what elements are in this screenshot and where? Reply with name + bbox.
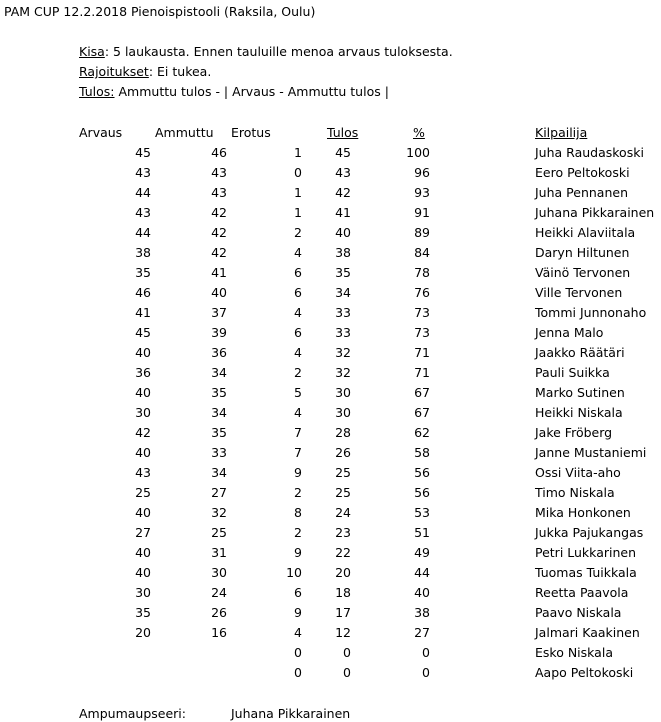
cell-arvaus: 30 — [135, 405, 151, 420]
cell-erotus: 6 — [294, 265, 302, 280]
kisa-label: Kisa — [79, 44, 105, 59]
kisa-text: : 5 laukausta. Ennen tauluille menoa arvaus tuloksesta. — [104, 44, 453, 59]
kisa-line — [79, 44, 453, 60]
cell-percent: 71 — [414, 365, 430, 380]
table-row — [0, 565, 661, 585]
cell-kilpailija: Jalmari Kaakinen — [535, 625, 640, 640]
header-percent: % — [413, 125, 425, 140]
cell-tulos: 32 — [335, 365, 351, 380]
cell-tulos: 30 — [335, 385, 351, 400]
cell-erotus: 6 — [294, 585, 302, 600]
cell-erotus: 4 — [294, 405, 302, 420]
cell-kilpailija: Janne Mustaniemi — [535, 445, 647, 460]
cell-kilpailija: Juha Raudaskoski — [535, 145, 644, 160]
rajoitukset-label: Rajoitukset — [79, 64, 149, 79]
rajoitukset-text: : Ei tukea. — [148, 64, 212, 79]
cell-ammuttu: 16 — [211, 625, 227, 640]
cell-erotus: 9 — [294, 465, 302, 480]
table-row — [0, 485, 661, 505]
cell-ammuttu: 25 — [211, 525, 227, 540]
cell-tulos: 28 — [335, 425, 351, 440]
cell-arvaus: 38 — [135, 245, 151, 260]
cell-kilpailija: Jaakko Räätäri — [535, 345, 625, 360]
cell-kilpailija: Aapo Peltokoski — [535, 665, 634, 680]
cell-ammuttu: 26 — [211, 605, 227, 620]
cell-ammuttu: 33 — [211, 445, 227, 460]
cell-percent: 96 — [414, 165, 430, 180]
table-row — [0, 405, 661, 425]
cell-erotus: 1 — [294, 145, 302, 160]
header-ammuttu: Ammuttu — [155, 125, 214, 140]
cell-percent: 38 — [414, 605, 430, 620]
cell-ammuttu: 31 — [211, 545, 227, 560]
table-row — [0, 365, 661, 385]
cell-ammuttu: 42 — [211, 205, 227, 220]
cell-percent: 51 — [414, 525, 430, 540]
cell-ammuttu: 27 — [211, 485, 227, 500]
cell-ammuttu: 43 — [211, 185, 227, 200]
table-row — [0, 225, 661, 245]
cell-ammuttu: 42 — [211, 245, 227, 260]
cell-tulos: 33 — [335, 305, 351, 320]
cell-erotus: 1 — [294, 185, 302, 200]
cell-kilpailija: Timo Niskala — [535, 485, 615, 500]
cell-arvaus: 35 — [135, 605, 151, 620]
cell-percent: 71 — [414, 345, 430, 360]
cell-tulos: 25 — [335, 485, 351, 500]
cell-percent: 27 — [414, 625, 430, 640]
table-row — [0, 465, 661, 485]
cell-erotus: 6 — [294, 325, 302, 340]
table-row — [0, 545, 661, 565]
cell-ammuttu: 41 — [211, 265, 227, 280]
table-row — [0, 285, 661, 305]
cell-kilpailija: Mika Honkonen — [535, 505, 631, 520]
cell-erotus: 0 — [294, 165, 302, 180]
cell-kilpailija: Heikki Niskala — [535, 405, 623, 420]
cell-erotus: 7 — [294, 445, 302, 460]
cell-tulos: 20 — [335, 565, 351, 580]
cell-tulos: 34 — [335, 285, 351, 300]
cell-ammuttu: 32 — [211, 505, 227, 520]
cell-kilpailija: Pauli Suikka — [535, 365, 610, 380]
cell-kilpailija: Marko Sutinen — [535, 385, 625, 400]
cell-ammuttu: 24 — [211, 585, 227, 600]
cell-kilpailija: Juhana Pikkarainen — [535, 205, 655, 220]
cell-arvaus: 20 — [135, 625, 151, 640]
cell-arvaus: 44 — [135, 185, 151, 200]
table-row — [0, 505, 661, 525]
cell-kilpailija: Tommi Junnonaho — [535, 305, 647, 320]
cell-ammuttu: 39 — [211, 325, 227, 340]
table-row — [0, 325, 661, 345]
table-row — [0, 645, 661, 665]
cell-percent: 91 — [414, 205, 430, 220]
cell-arvaus: 35 — [135, 265, 151, 280]
cell-kilpailija: Jenna Malo — [535, 325, 604, 340]
header-erotus: Erotus — [231, 125, 271, 140]
cell-arvaus: 42 — [135, 425, 151, 440]
cell-kilpailija: Ossi Viita-aho — [535, 465, 621, 480]
cell-erotus: 8 — [294, 505, 302, 520]
footer-label: Ampumaupseeri: — [79, 706, 186, 721]
cell-arvaus: 45 — [135, 325, 151, 340]
cell-erotus: 4 — [294, 305, 302, 320]
cell-arvaus: 45 — [135, 145, 151, 160]
cell-erotus: 7 — [294, 425, 302, 440]
cell-arvaus: 25 — [135, 485, 151, 500]
cell-tulos: 45 — [335, 145, 351, 160]
cell-percent: 93 — [414, 185, 430, 200]
cell-erotus: 6 — [294, 285, 302, 300]
cell-tulos: 41 — [335, 205, 351, 220]
cell-ammuttu: 35 — [211, 425, 227, 440]
cell-percent: 84 — [414, 245, 430, 260]
cell-ammuttu: 36 — [211, 345, 227, 360]
cell-erotus: 2 — [294, 485, 302, 500]
cell-percent: 89 — [414, 225, 430, 240]
cell-ammuttu: 34 — [211, 405, 227, 420]
cell-erotus: 2 — [294, 525, 302, 540]
cell-tulos: 0 — [343, 665, 351, 680]
cell-erotus: 10 — [286, 565, 302, 580]
cell-ammuttu: 46 — [211, 145, 227, 160]
table-row — [0, 605, 661, 625]
cell-tulos: 43 — [335, 165, 351, 180]
cell-erotus: 4 — [294, 345, 302, 360]
cell-percent: 76 — [414, 285, 430, 300]
cell-erotus: 4 — [294, 245, 302, 260]
cell-kilpailija: Tuomas Tuikkala — [535, 565, 637, 580]
table-row — [0, 625, 661, 645]
cell-percent: 0 — [422, 665, 430, 680]
cell-percent: 58 — [414, 445, 430, 460]
cell-kilpailija: Reetta Paavola — [535, 585, 629, 600]
header-arvaus: Arvaus — [79, 125, 123, 140]
cell-arvaus: 46 — [135, 285, 151, 300]
cell-erotus: 0 — [294, 645, 302, 660]
cell-arvaus: 40 — [135, 565, 151, 580]
tulos-text: Ammuttu tulos - | Arvaus - Ammuttu tulos | — [114, 84, 389, 99]
table-row — [0, 245, 661, 265]
cell-tulos: 26 — [335, 445, 351, 460]
cell-arvaus: 43 — [135, 465, 151, 480]
cell-arvaus: 36 — [135, 365, 151, 380]
table-row — [0, 385, 661, 405]
table-row — [0, 265, 661, 285]
table-row — [0, 585, 661, 605]
cell-percent: 73 — [414, 305, 430, 320]
cell-tulos: 42 — [335, 185, 351, 200]
cell-kilpailija: Jukka Pajukangas — [535, 525, 644, 540]
cell-erotus: 2 — [294, 365, 302, 380]
cell-percent: 56 — [414, 465, 430, 480]
tulos-label: Tulos: — [79, 84, 115, 99]
cell-kilpailija: Ville Tervonen — [535, 285, 623, 300]
cell-arvaus: 40 — [135, 385, 151, 400]
cell-percent: 0 — [422, 645, 430, 660]
cell-ammuttu: 37 — [211, 305, 227, 320]
cell-tulos: 17 — [335, 605, 351, 620]
cell-arvaus: 40 — [135, 445, 151, 460]
cell-percent: 44 — [414, 565, 430, 580]
cell-kilpailija: Petri Lukkarinen — [535, 545, 637, 560]
cell-kilpailija: Daryn Hiltunen — [535, 245, 630, 260]
cell-arvaus: 43 — [135, 205, 151, 220]
footer-value: Juhana Pikkarainen — [231, 706, 351, 721]
table-row — [0, 445, 661, 465]
cell-arvaus: 40 — [135, 345, 151, 360]
cell-kilpailija: Jake Fröberg — [535, 425, 613, 440]
table-row — [0, 305, 661, 325]
cell-tulos: 23 — [335, 525, 351, 540]
cell-arvaus: 41 — [135, 305, 151, 320]
cell-tulos: 22 — [335, 545, 351, 560]
cell-kilpailija: Heikki Alaviitala — [535, 225, 636, 240]
cell-erotus: 9 — [294, 605, 302, 620]
cell-tulos: 30 — [335, 405, 351, 420]
cell-tulos: 24 — [335, 505, 351, 520]
tulos-line — [79, 84, 389, 100]
cell-erotus: 0 — [294, 665, 302, 680]
cell-percent: 62 — [414, 425, 430, 440]
table-row — [0, 205, 661, 225]
cell-tulos: 33 — [335, 325, 351, 340]
cell-tulos: 32 — [335, 345, 351, 360]
cell-arvaus: 40 — [135, 545, 151, 560]
cell-erotus: 2 — [294, 225, 302, 240]
cell-kilpailija: Paavo Niskala — [535, 605, 622, 620]
table-row — [0, 525, 661, 545]
cell-tulos: 40 — [335, 225, 351, 240]
header-tulos: Tulos — [327, 125, 359, 140]
cell-ammuttu: 30 — [211, 565, 227, 580]
cell-ammuttu: 35 — [211, 385, 227, 400]
table-row — [0, 665, 661, 685]
cell-erotus: 5 — [294, 385, 302, 400]
cell-tulos: 38 — [335, 245, 351, 260]
header-kilpailija: Kilpailija — [535, 125, 588, 140]
cell-kilpailija: Eero Peltokoski — [535, 165, 630, 180]
cell-percent: 67 — [414, 405, 430, 420]
cell-erotus: 4 — [294, 625, 302, 640]
cell-percent: 49 — [414, 545, 430, 560]
table-row — [0, 425, 661, 445]
table-row — [0, 145, 661, 165]
cell-arvaus: 43 — [135, 165, 151, 180]
cell-ammuttu: 42 — [211, 225, 227, 240]
cell-percent: 67 — [414, 385, 430, 400]
cell-percent: 40 — [414, 585, 430, 600]
cell-ammuttu: 34 — [211, 465, 227, 480]
cell-arvaus: 40 — [135, 505, 151, 520]
cell-ammuttu: 40 — [211, 285, 227, 300]
rajoitukset-line — [79, 64, 211, 80]
table-row — [0, 165, 661, 185]
cell-tulos: 18 — [335, 585, 351, 600]
cell-kilpailija: Juha Pennanen — [535, 185, 628, 200]
cell-tulos: 25 — [335, 465, 351, 480]
table-row — [0, 185, 661, 205]
cell-kilpailija: Esko Niskala — [535, 645, 613, 660]
cell-erotus: 1 — [294, 205, 302, 220]
cell-percent: 53 — [414, 505, 430, 520]
cell-arvaus: 30 — [135, 585, 151, 600]
cell-tulos: 12 — [335, 625, 351, 640]
page-title: PAM CUP 12.2.2018 Pienoispistooli (Raksila, Oulu) — [4, 4, 316, 19]
cell-percent: 100 — [406, 145, 430, 160]
cell-percent: 78 — [414, 265, 430, 280]
cell-erotus: 9 — [294, 545, 302, 560]
cell-arvaus: 27 — [135, 525, 151, 540]
cell-percent: 73 — [414, 325, 430, 340]
cell-kilpailija: Väinö Tervonen — [535, 265, 631, 280]
table-row — [0, 345, 661, 365]
cell-arvaus: 44 — [135, 225, 151, 240]
cell-tulos: 0 — [343, 645, 351, 660]
cell-ammuttu: 43 — [211, 165, 227, 180]
cell-ammuttu: 34 — [211, 365, 227, 380]
cell-tulos: 35 — [335, 265, 351, 280]
cell-percent: 56 — [414, 485, 430, 500]
